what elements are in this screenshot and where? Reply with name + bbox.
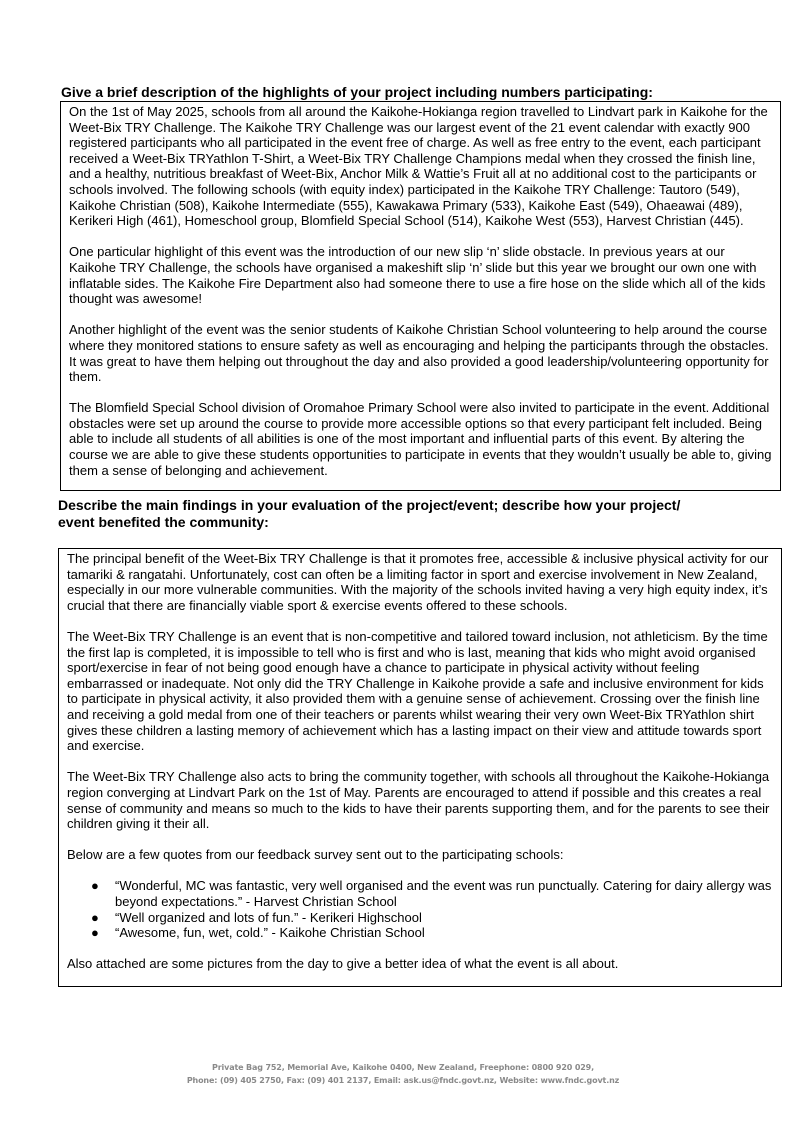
section2-heading (58, 497, 758, 531)
list-item (91, 925, 773, 941)
section1-paragraph-2: One particular highlight of this event was the introduction of our new slip ‘n’ slide obstacle. In previous years at our Kaikohe TRY Challenge, the schools have organised a makeshift slip ‘n’ slide but this year we brought our own one with inflatable sides. The Kaikohe Fire Department also had someone there to use a fire hose on the slide which all of the kids thought was awesome! (69, 244, 766, 307)
list-item (91, 878, 773, 909)
section1-paragraph-3: Another highlight of the event was the senior students of Kaikohe Christian School volunteering to help around the course where they monitored stations to ensure safety as well as encouraging and helping the participants through the obstacles. It was great to have them helping out throughout the day and also provided a good leadership/volunteering opportunity for them. (69, 322, 769, 385)
quote-text: “Well organized and lots of fun.” - Kerikeri Highschool (115, 909, 422, 925)
bullet-icon: ● (91, 925, 99, 941)
section2-text-box[interactable] (58, 548, 782, 987)
section1-paragraph-4: The Blomfield Special School division of Oromahoe Primary School were also invited to participate in the event. Additional obstacles were set up around the course to provide more accessible options so that every participant felt included. Being able to include all students of all abilities is one of the most important and influential parts of this event. By altering the course we are able to give these students opportunities to participate in events that they wouldn’t usually be able to, giving them a sense of belonging and achievement. (69, 400, 772, 478)
section2-paragraph-4: Below are a few quotes from our feedback survey sent out to the participating schools: (67, 847, 564, 863)
quote-text: “Wonderful, MC was fantastic, very well organised and the event was run punctually. Catering for dairy allergy was beyond expectations.” - Harvest Christian School (115, 878, 772, 910)
feedback-quotes-list (67, 878, 773, 940)
list-item (91, 910, 773, 926)
footer-contact-line: Phone: (09) 405 2750, Fax: (09) 401 2137, Email: ask.us@fndc.govt.nz, Website: www.fndc.govt.nz (186, 1076, 620, 1085)
footer-address-line: Private Bag 752, Memorial Ave, Kaikohe 0400, New Zealand, Freephone: 0800 920 029, (212, 1063, 594, 1072)
section2-heading-line-1: Describe the main findings in your evaluation of the project/event; describe how your project/ (58, 497, 681, 513)
section1-heading: Give a brief description of the highlights of your project including numbers participating: (61, 84, 653, 100)
section2-heading-line-2: event benefited the community: (58, 514, 269, 530)
bullet-icon: ● (91, 878, 99, 894)
section2-closing-paragraph: Also attached are some pictures from the day to give a better idea of what the event is all about. (67, 956, 619, 972)
bullet-icon: ● (91, 909, 99, 925)
quote-text: “Awesome, fun, wet, cold.” - Kaikohe Christian School (115, 925, 425, 941)
section1-text-box[interactable] (60, 101, 781, 491)
section2-paragraph-3: The Weet-Bix TRY Challenge also acts to bring the community together, with schools all throughout the Kaikohe-Hokianga region converging at Lindvart Park on the 1st of May. Parents are encouraged to attend if possible and this creates a real sense of community and means so much to the kids to have their parents supporting them, and for the parents to see their children giving it their all. (67, 769, 770, 832)
section2-paragraph-1: The principal benefit of the Weet-Bix TRY Challenge is that it promotes free, accessible & inclusive physical activity for our tamariki & rangatahi. Unfortunately, cost can often be a limiting factor in sport and exercise involvement in New Zealand, especially in our more vulnerable communities. With the majority of the schools invited having a very high equity index, it’s crucial that there are financially viable sport & exercise events offered to these schools. (67, 551, 769, 613)
section2-paragraph-2: The Weet-Bix TRY Challenge is an event that is non-competitive and tailored toward inclusion, not athleticism. By the time the first lap is completed, it is impossible to tell who is first and who is last, meaning that kids who might avoid organised sport/exercise in fear of not being good enough have a chance to participate in physical activity without feeling embarrassed or inadequate. Not only did the TRY Challenge in Kaikohe provide a safe and inclusive environment for kids to participate in physical activity, it also provided them with a genuine sense of achievement. Crossing over the finish line and receiving a gold medal from one of their teachers or parents whilst wearing their very own Weet-Bix TRYathlon shirt gives these children a lasting memory of achievement which has a lasting impact on their view and attitude towards sport and exercise. (67, 628, 768, 754)
section1-paragraph-1: On the 1st of May 2025, schools from all around the Kaikohe-Hokianga region travelled to Lindvart park in Kaikohe for the Weet-Bix TRY Challenge. The Kaikohe TRY Challenge was our largest event of the 21 event calendar with exactly 900 registered participants who all participated in the event free of charge. As well as free entry to the event, each participant received a Weet-Bix TRYathlon T-Shirt, a Weet-Bix TRY Challenge Champions medal when they crossed the finish line, and a healthy, nutritious breakfast of Weet-Bix, Anchor Milk & Wattie’s Fruit all at no additional cost to the participants or schools involved. The following schools (with equity index) participated in the Kaikohe TRY Challenge: Tautoro (549), Kaikohe Christian (508), Kaikohe Intermediate (555), Kawakawa Primary (533), Kaikohe East (549), Ohaeawai (489), Kerikeri High (461), Homeschool group, Blomfield Special School (514), Kaikohe West (553), Harvest Christian (445). (69, 104, 768, 229)
